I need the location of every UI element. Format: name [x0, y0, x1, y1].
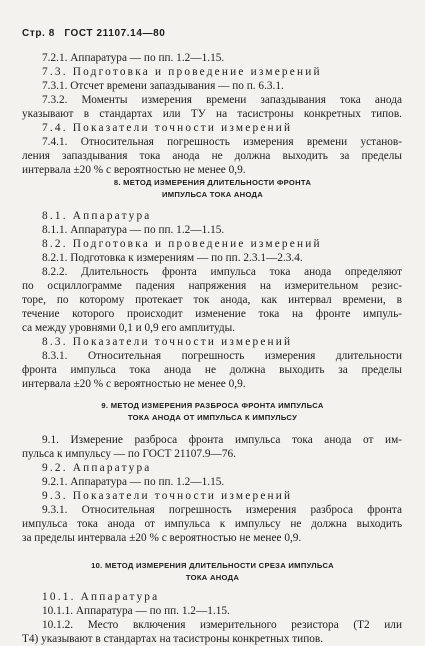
- subsection-heading: 8.2. Подготовка и проведение измерений: [42, 238, 322, 250]
- paragraph-line: 9.3.1. Относительная погрешность измерения разброса фронта: [42, 504, 402, 516]
- subsection-heading: 7.4. Показатели точности измерений: [42, 122, 293, 134]
- page-header: [22, 28, 171, 39]
- paragraph-line: импульса тока анода от импульса к импульсу не должна выходить: [22, 518, 402, 530]
- paragraph-line: 8.2.1. Подготовка к измерениям — по пп. 2.3.1—2.3.4.: [42, 252, 303, 264]
- paragraph-line: течение которого происходит изменение тока на фронте импуль-: [22, 308, 402, 320]
- paragraph-line: 8.2.2. Длительность фронта импульса тока анода определяют: [42, 266, 402, 278]
- paragraph-line: 7.4.1. Относительная погрешность измерения времени установ-: [42, 136, 402, 148]
- subsection-heading: 7.3. Подготовка и проведение измерений: [42, 66, 322, 78]
- paragraph-line: 7.2.1. Аппаратура — по пп. 1.2—1.15.: [42, 52, 225, 64]
- section-title: ИМПУЛЬСА ТОКА АНОДА: [161, 190, 264, 199]
- paragraph-line: за пределы интервала ±20 % с вероятностью не менее 0,9.: [22, 532, 302, 544]
- subsection-heading: 9.3. Показатели точности измерений: [42, 490, 293, 502]
- paragraph-line: 9.1. Измерение разброса фронта импульса тока анода от им-: [42, 434, 402, 446]
- page-number: Стр. 8: [22, 28, 55, 39]
- section-title: ТОКА АНОДА ОТ ИМПУЛЬСА К ИМПУЛЬСУ: [127, 413, 298, 422]
- paragraph-line: по осциллограмме падения напряжения на измерительном резис-: [22, 280, 402, 292]
- paragraph-line: интервала ±20 % с вероятностью не менее 0,9.: [22, 164, 246, 176]
- paragraph-line: 7.3.1. Отсчет времени запаздывания — по п. 6.3.1.: [42, 80, 284, 92]
- subsection-heading: 9.2. Аппаратура: [42, 462, 152, 474]
- paragraph-line: фронта импульса тока анода не должна выходить за пределы: [22, 364, 402, 376]
- paragraph-line: ления запаздывания тока анода не должна выходить за пределы: [22, 150, 402, 162]
- paragraph-line: 7.3.2. Моменты измерения времени запаздывания тока анода: [42, 94, 402, 106]
- standard-code: ГОСТ 21107.14—80: [64, 28, 166, 39]
- section-title: 8. МЕТОД ИЗМЕРЕНИЯ ДЛИТЕЛЬНОСТИ ФРОНТА: [113, 178, 312, 187]
- section-title: ТОКА АНОДА: [185, 573, 240, 582]
- section-title: 9. МЕТОД ИЗМЕРЕНИЯ РАЗБРОСА ФРОНТА ИМПУЛЬСА: [101, 401, 324, 410]
- subsection-heading: 8.1. Аппаратура: [42, 210, 152, 222]
- section-title: 10. МЕТОД ИЗМЕРЕНИЯ ДЛИТЕЛЬНОСТИ СРЕЗА ИМПУЛЬСА: [91, 561, 334, 570]
- subsection-heading: 10.1. Аппаратура: [42, 591, 160, 603]
- paragraph-line: интервала ±20 % с вероятностью не менее 0,9.: [22, 378, 246, 390]
- paragraph-line: 10.1.1. Аппаратура — по пп. 1.2—1.15.: [42, 605, 230, 617]
- paragraph-line: пульса к импульсу — по ГОСТ 21107.9—76.: [22, 448, 236, 460]
- paragraph-line: указывают в стандартах или ТУ на тасистроны конкретных типов.: [22, 108, 402, 120]
- paragraph-line: 10.1.2. Место включения измерительного резистора (Т2 или: [42, 619, 402, 631]
- paragraph-line: са между уровнями 0,1 и 0,9 его амплитуды.: [22, 322, 236, 334]
- paragraph-line: 8.3.1. Относительная погрешность измерения длительности: [42, 350, 402, 362]
- paragraph-line: 9.2.1. Аппаратура — по пп. 1.2—1.15.: [42, 476, 225, 488]
- paragraph-line: 8.1.1. Аппаратура — по пп. 1.2—1.15.: [42, 224, 225, 236]
- paragraph-line: Т4) указывают в стандартах на тасистроны конкретных типов.: [22, 633, 324, 645]
- paragraph-line: торе, по которому протекает ток анода, как интервал времени, в: [22, 294, 402, 306]
- subsection-heading: 8.3. Показатели точности измерений: [42, 336, 293, 348]
